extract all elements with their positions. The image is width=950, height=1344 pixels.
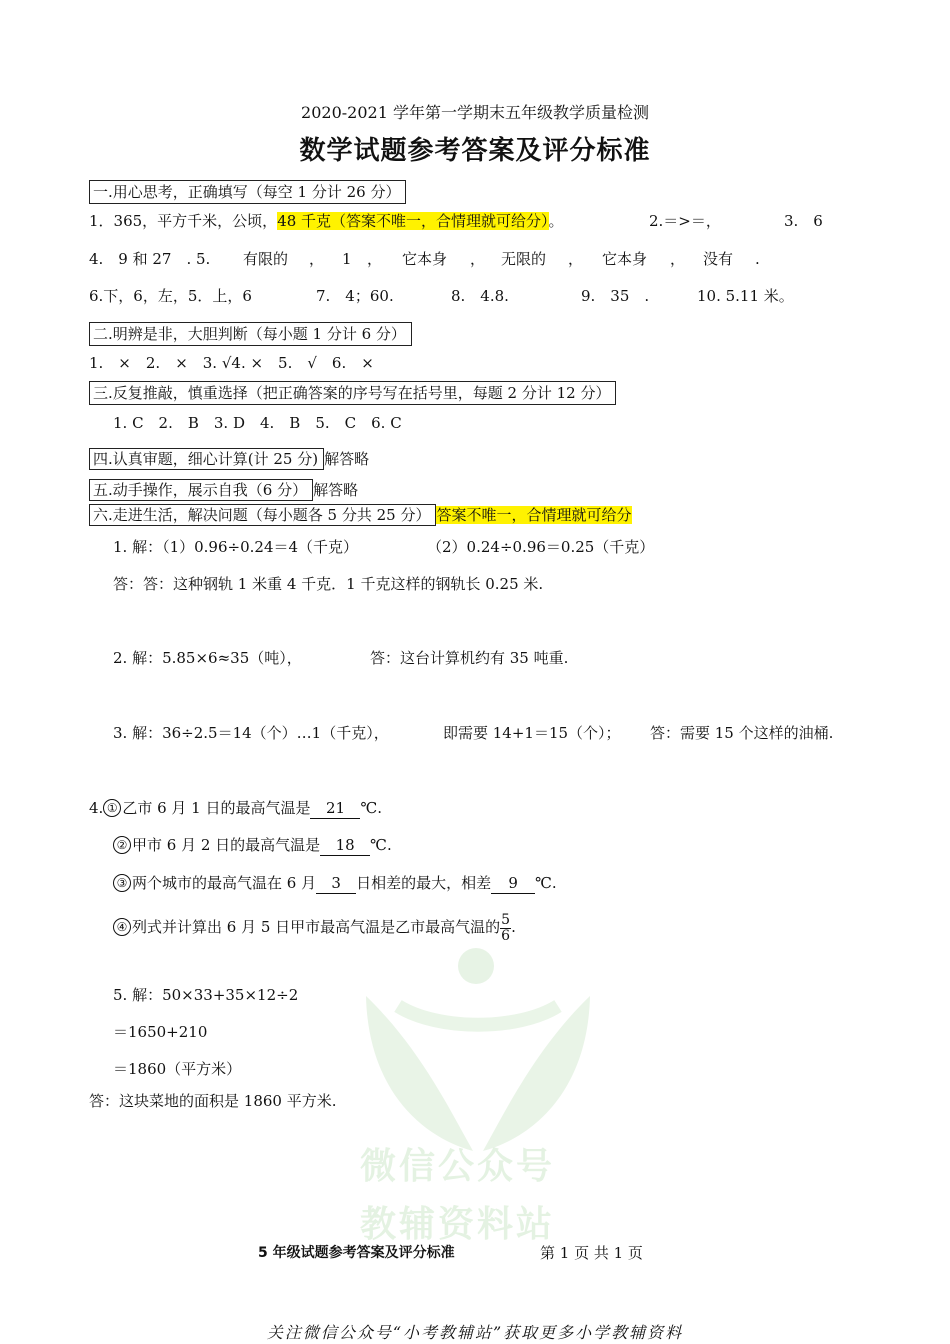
sec6-q4-l3-blank1: 3 — [316, 873, 356, 894]
sec1-row1 — [89, 211, 564, 231]
sec6-q4-l2-unit: ℃. — [370, 836, 392, 854]
section-3-header: 三.反复推敲，慎重选择（把正确答案的序号写在括号里，每题 2 分计 12 分） — [89, 381, 616, 405]
sec6-q4-line2 — [113, 835, 392, 856]
sec1-q7: 7. 4；60. — [316, 287, 394, 305]
sec6-q4-l4-end: . — [511, 918, 516, 936]
section-5-row — [89, 480, 358, 500]
sec6-q5-answer: 答：这块菜地的面积是 1860 平方米. — [89, 1092, 337, 1110]
sec6-q4-l1-text: 乙市 6 月 1 日的最高气温是 — [122, 799, 311, 817]
sec1-q5-a6: 没有 — [703, 250, 734, 268]
sec6-q3-answer: 答：需要 15 个这样的油桶. — [650, 724, 834, 742]
sec2-answers: 1. × 2. × 3. √4. × 5. √ 6. × — [89, 354, 374, 372]
sec6-q4-l1-unit: ℃. — [360, 799, 383, 817]
circled-1: ① — [103, 799, 121, 817]
sec1-q5-s3: ， — [470, 250, 486, 268]
watermark-text-1: 微信公众号 — [360, 1146, 556, 1187]
footer-promo: 关注微信公众号“小考教辅站”获取更多小学教辅资料 — [266, 1323, 684, 1342]
sec3-answers: 1. C 2. B 3. D 4. B 5. C 6. C — [113, 414, 402, 432]
sec1-q1-text: 1．365，平方千米，公顷， — [89, 212, 278, 230]
sec6-q3-work2: 即需要 14+1＝15（个）； — [443, 724, 621, 742]
sec1-q5-a1: 有限的 — [243, 250, 289, 268]
fraction-numerator: 5 — [501, 911, 511, 928]
sec1-q5-s2: ， — [367, 250, 383, 268]
sec6-q4-line3 — [113, 873, 557, 894]
sec1-q6: 6.下，6，左，5．上，6 — [89, 287, 252, 305]
circled-3: ③ — [113, 874, 131, 892]
sec6-q2-answer: 答：这台计算机约有 35 吨重. — [370, 649, 569, 667]
sec1-q5-a3: 它本身 — [402, 250, 448, 268]
section-2-header: 二.明辨是非，大胆判断（每小题 1 分计 6 分） — [89, 322, 412, 346]
sec6-q4-l3-text: 两个城市的最高气温在 6 月 — [132, 874, 317, 892]
sec6-q4-l3-blank2: 9 — [491, 873, 535, 894]
sec1-q1-highlight: 48 千克（答案不唯一，合情理就可给分） — [277, 212, 549, 230]
section-1-header: 一.用心思考，正确填写（每空 1 分计 26 分） — [89, 180, 406, 204]
sec6-q4-line1 — [89, 798, 382, 819]
sec1-q4: 4. 9 和 27 . 5. — [89, 250, 211, 268]
sec6-q4-number: 4. — [89, 799, 104, 817]
watermark-head-icon — [458, 948, 494, 984]
sec6-q2-work: 2. 解：5.85×6≈35（吨）， — [113, 649, 302, 667]
sec6-q4-l2-text: 甲市 6 月 2 日的最高气温是 — [132, 836, 321, 854]
sec6-q4-l4-text: 列式并计算出 6 月 5 日甲市最高气温是乙市最高气温的 — [132, 918, 501, 936]
sec6-q1-part2: （2）0.24÷0.96＝0.25（千克） — [427, 538, 655, 556]
sec1-q5-a4: 无限的 — [501, 250, 547, 268]
sec1-q10: 10. 5.11 米。 — [697, 287, 794, 305]
watermark-logo — [358, 936, 598, 1236]
watermark-text-2: 教辅资料站 — [360, 1204, 556, 1245]
sec1-q5-end: . — [755, 250, 760, 268]
sec6-q5-work2: ＝1650+210 — [113, 1023, 208, 1041]
section-4-row — [89, 449, 369, 469]
section-4-header: 四.认真审题，细心计算(计 25 分) — [89, 448, 324, 470]
section-5-note: 解答略 — [313, 481, 359, 499]
circled-4: ④ — [113, 918, 131, 936]
section-6-note: 答案不唯一，合情理就可给分 — [436, 506, 632, 524]
section-5-header: 五.动手操作，展示自我（6 分） — [89, 479, 313, 501]
sec6-q1-answer: 答：答：这种钢轨 1 米重 4 千克．1 千克这样的钢轨长 0.25 米. — [113, 575, 544, 593]
sec6-q1-part1: 1. 解：（1）0.96÷0.24＝4（千克） — [113, 538, 359, 556]
sec1-q2: 2.＝>＝， — [649, 212, 721, 230]
exam-subtitle: 2020-2021 学年第一学期末五年级教学质量检测 — [301, 103, 649, 122]
section-6-header: 六.走进生活，解决问题（每小题各 5 分共 25 分） — [89, 504, 436, 526]
sec1-q5-s4: ， — [568, 250, 584, 268]
sec6-q4-line4 — [113, 908, 516, 946]
fraction-denominator: 6 — [501, 927, 511, 944]
sec1-q8: 8. 4.8. — [451, 287, 509, 305]
sec6-q5-work1: 5. 解：50×33+35×12÷2 — [113, 986, 299, 1004]
watermark-arms-icon — [398, 1006, 558, 1025]
section-4-note: 解答略 — [324, 450, 370, 468]
sec1-q5-s5: ， — [670, 250, 686, 268]
sec6-q3-work: 3. 解：36÷2.5＝14（个）…1（千克）， — [113, 724, 389, 742]
footer-page-number: 第 1 页 共 1 页 — [540, 1244, 643, 1262]
sec1-q3: 3. 6 — [784, 212, 823, 230]
sec1-q1-end: 。 — [548, 212, 564, 230]
section-6-row — [89, 505, 632, 525]
sec6-q5-work3: ＝1860（平方米） — [113, 1060, 242, 1078]
circled-2: ② — [113, 836, 131, 854]
sec1-q5-s1: ， — [309, 250, 325, 268]
sec1-q5-a5: 它本身 — [602, 250, 648, 268]
sec1-q5-a2: 1 — [342, 250, 352, 268]
sec6-q4-l3-text2: 日相差的最大，相差 — [356, 874, 492, 892]
sec6-q4-l1-blank: 21 — [310, 798, 360, 819]
fraction — [500, 913, 511, 944]
page-title: 数学试题参考答案及评分标准 — [299, 136, 651, 166]
sec6-q4-l3-unit: ℃. — [535, 874, 557, 892]
footer-left: 5 年级试题参考答案及评分标准 — [258, 1245, 455, 1261]
sec6-q4-l2-blank: 18 — [320, 835, 370, 856]
sec1-q9: 9. 35 . — [581, 287, 650, 305]
